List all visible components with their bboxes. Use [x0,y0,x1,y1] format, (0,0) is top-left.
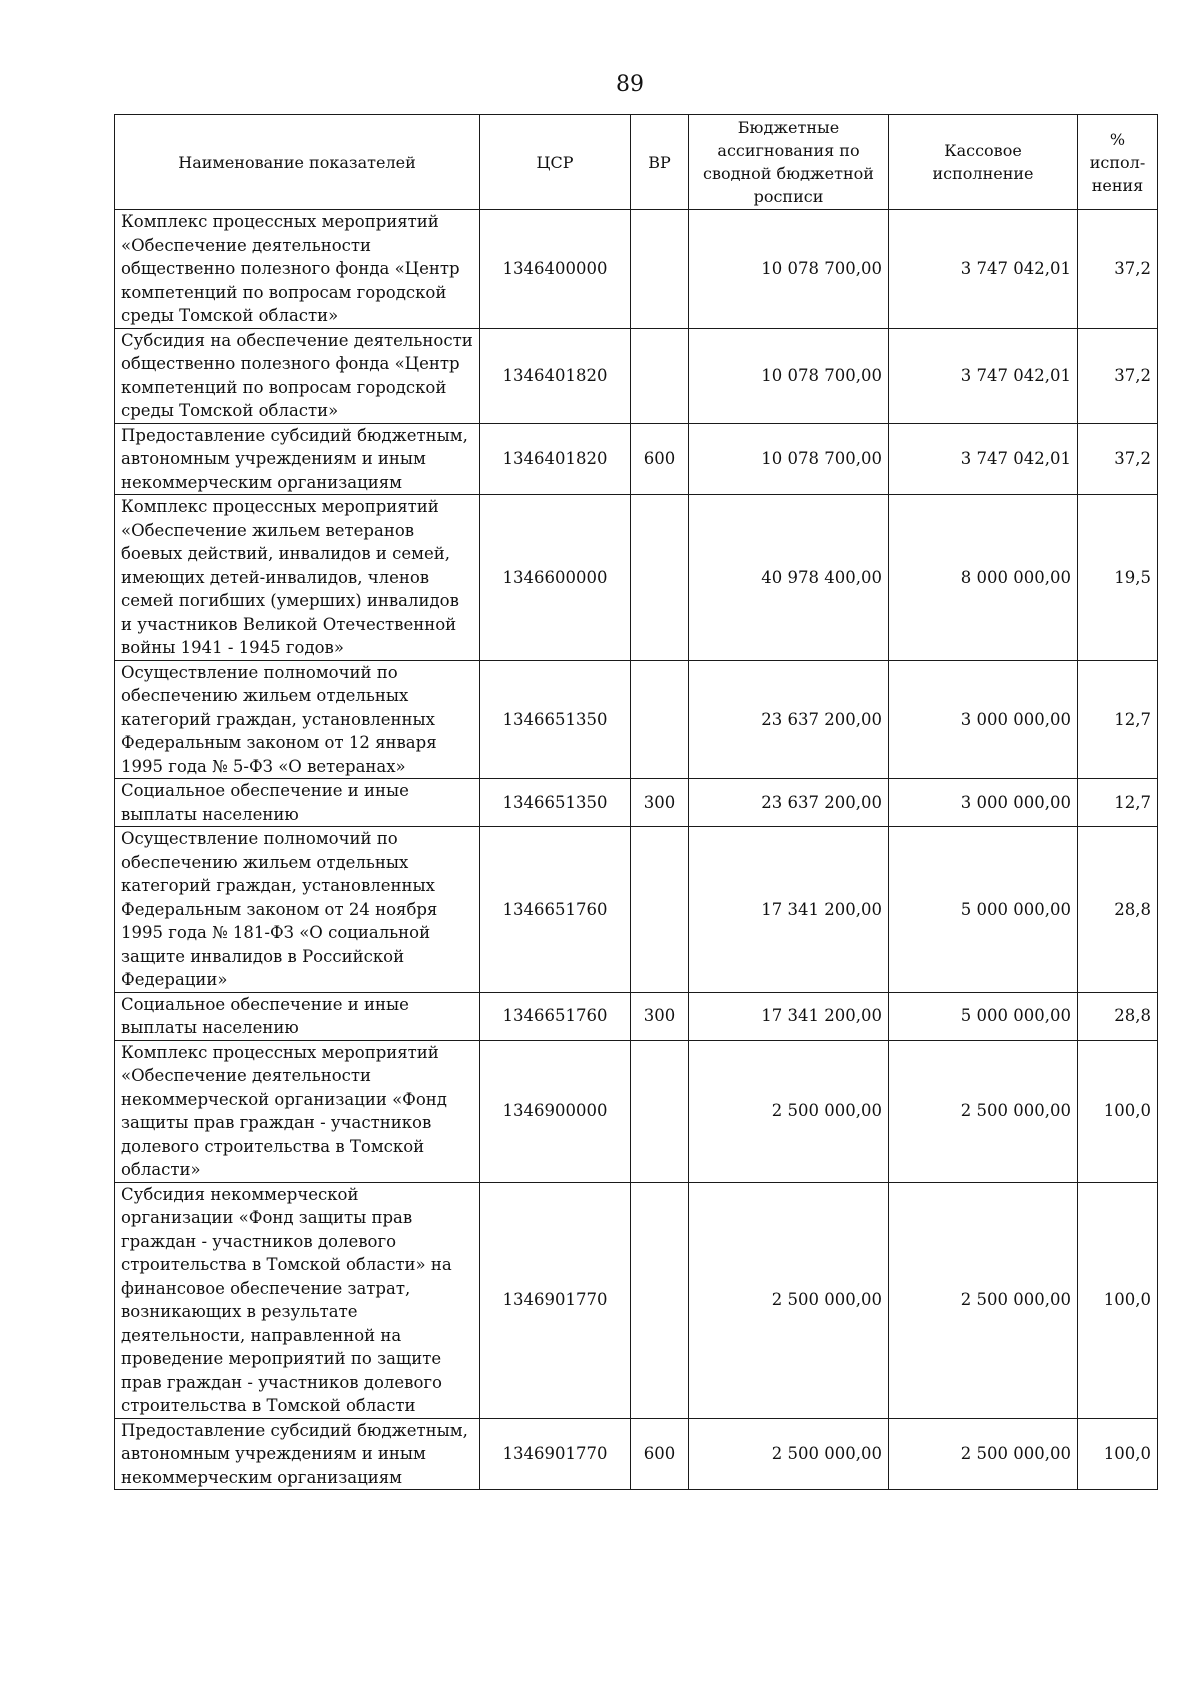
row-csr: 1346651350 [480,779,631,827]
row-pct: 37,2 [1078,328,1158,423]
header-csr: ЦСР [480,115,631,210]
row-budget: 2 500 000,00 [689,1040,889,1182]
row-budget: 10 078 700,00 [689,423,889,495]
table-row [115,779,1158,827]
row-pct: 12,7 [1078,779,1158,827]
row-name: Комплекс процессных мероприятий «Обеспечение деятельности общественно полезного фонда «Центр компетенций по вопросам городской среды Томской области» [115,210,480,329]
row-vr: 300 [631,779,689,827]
row-budget: 17 341 200,00 [689,827,889,993]
row-name: Социальное обеспечение и иные выплаты населению [115,779,480,827]
row-csr: 1346400000 [480,210,631,329]
table-row [115,1040,1158,1182]
row-cash: 3 747 042,01 [889,328,1078,423]
row-budget: 23 637 200,00 [689,660,889,779]
table-row [115,992,1158,1040]
row-pct: 37,2 [1078,423,1158,495]
row-pct: 28,8 [1078,992,1158,1040]
row-csr: 1346401820 [480,328,631,423]
row-cash: 3 000 000,00 [889,660,1078,779]
row-name: Комплекс процессных мероприятий «Обеспечение деятельности некоммерческой организации «Фонд защиты прав граждан - участников долевого строительства в Томской области» [115,1040,480,1182]
header-pct: % испол-нения [1078,115,1158,210]
row-csr: 1346900000 [480,1040,631,1182]
row-vr: 600 [631,1418,689,1490]
table-row [115,660,1158,779]
row-csr: 1346401820 [480,423,631,495]
row-csr: 1346651350 [480,660,631,779]
row-vr [631,1182,689,1418]
header-vr: ВР [631,115,689,210]
row-cash: 2 500 000,00 [889,1040,1078,1182]
table-row [115,328,1158,423]
table-row [115,210,1158,329]
row-budget: 23 637 200,00 [689,779,889,827]
row-budget: 10 078 700,00 [689,210,889,329]
table-row [115,827,1158,993]
row-vr [631,1040,689,1182]
row-name: Предоставление субсидий бюджетным, автономным учреждениям и иным некоммерческим организациям [115,423,480,495]
row-cash: 5 000 000,00 [889,992,1078,1040]
row-name: Предоставление субсидий бюджетным, автономным учреждениям и иным некоммерческим организациям [115,1418,480,1490]
row-pct: 37,2 [1078,210,1158,329]
row-csr: 1346901770 [480,1182,631,1418]
row-budget: 2 500 000,00 [689,1418,889,1490]
row-budget: 2 500 000,00 [689,1182,889,1418]
row-name: Комплекс процессных мероприятий «Обеспечение жильем ветеранов боевых действий, инвалидов и семей, имеющих детей-инвалидов, членов семей погибших (умерших) инвалидов и участников Великой Отечественной войны 1941 - 1945 годов» [115,495,480,661]
row-csr: 1346651760 [480,827,631,993]
row-vr: 300 [631,992,689,1040]
table-header-row [115,115,1158,210]
row-pct: 28,8 [1078,827,1158,993]
row-name: Социальное обеспечение и иные выплаты населению [115,992,480,1040]
row-csr: 1346600000 [480,495,631,661]
row-vr [631,660,689,779]
row-csr: 1346901770 [480,1418,631,1490]
row-budget: 10 078 700,00 [689,328,889,423]
row-pct: 100,0 [1078,1182,1158,1418]
header-cash: Кассовое исполнение [889,115,1078,210]
row-budget: 17 341 200,00 [689,992,889,1040]
row-budget: 40 978 400,00 [689,495,889,661]
table-row [115,1182,1158,1418]
row-cash: 2 500 000,00 [889,1182,1078,1418]
header-name: Наименование показателей [115,115,480,210]
row-pct: 100,0 [1078,1418,1158,1490]
row-name: Осуществление полномочий по обеспечению жильем отдельных категорий граждан, установленных Федеральным законом от 12 января 1995 года № 5-ФЗ «О ветеранах» [115,660,480,779]
row-name: Осуществление полномочий по обеспечению жильем отдельных категорий граждан, установленных Федеральным законом от 24 ноября 1995 года № 181-ФЗ «О социальной защите инвалидов в Российской Федерации» [115,827,480,993]
row-vr [631,495,689,661]
row-pct: 19,5 [1078,495,1158,661]
row-cash: 3 747 042,01 [889,423,1078,495]
row-cash: 3 747 042,01 [889,210,1078,329]
row-pct: 100,0 [1078,1040,1158,1182]
row-vr [631,328,689,423]
row-cash: 3 000 000,00 [889,779,1078,827]
row-cash: 5 000 000,00 [889,827,1078,993]
table-row [115,1418,1158,1490]
row-pct: 12,7 [1078,660,1158,779]
table-row [115,495,1158,661]
page-number: 89 [616,72,644,97]
row-vr: 600 [631,423,689,495]
budget-execution-table [114,114,1158,1490]
row-cash: 2 500 000,00 [889,1418,1078,1490]
table-row [115,423,1158,495]
row-cash: 8 000 000,00 [889,495,1078,661]
row-name: Субсидия некоммерческой организации «Фонд защиты прав граждан - участников долевого строительства в Томской области» на финансовое обеспечение затрат, возникающих в результате деятельности, направленной на проведение мероприятий по защите прав граждан - участников долевого строительства в Томской области [115,1182,480,1418]
row-vr [631,827,689,993]
row-vr [631,210,689,329]
row-name: Субсидия на обеспечение деятельности общественно полезного фонда «Центр компетенций по вопросам городской среды Томской области» [115,328,480,423]
header-budget: Бюджетные ассигнования по сводной бюджетной росписи [689,115,889,210]
row-csr: 1346651760 [480,992,631,1040]
